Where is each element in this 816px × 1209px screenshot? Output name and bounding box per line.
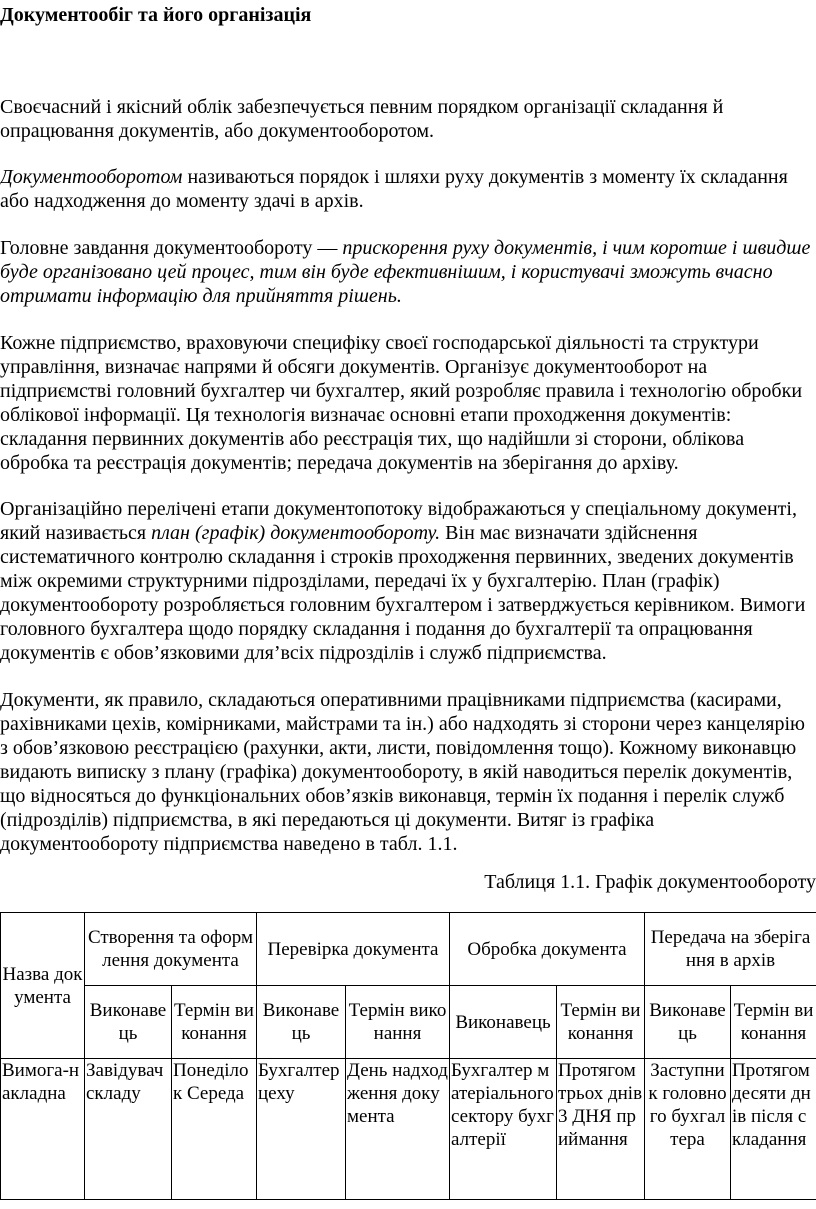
paragraph-5-lead: Організаційно перелічені етапи документопотоку відображаються у спеціальному документі, який називається <box>0 498 797 544</box>
paragraph-6: Документи, як правило, складаються оперативними працівниками підприємства (касирами, рахівниками цехів, комірниками, майстрами та ін.) або надходять зі сторони через канцелярію з обов’язковою реєстрацією (рахунки, акти, листи, повідомлення тощо). Кожному виконавцю видають виписку з плану (графіка) документообороту, в якій наводиться перелік документів, що відносяться до функціональних обов’язків виконавця, термін їх подання і перелік служб (підрозділів) підприємства, в які передаються ці документи. Витяг із графіка документообороту підприємства наведено в табл. 1.1. <box>0 689 805 855</box>
paragraph-3-lead: Головне завдання документообороту — <box>0 237 343 259</box>
table-row <box>1 1059 816 1200</box>
header-group-creation: Створення та оформлення документа <box>85 913 257 986</box>
header-term: Термін виконання <box>731 986 816 1059</box>
paragraph-2-text: називаються порядок і шляхи руху документів з моменту їх складання або надходження до моменту здачі в архів. <box>0 166 788 212</box>
header-executor: Виконавець <box>450 986 557 1059</box>
page-title: Документообіг та його організація <box>0 4 312 26</box>
cell-processing-term: Протягом трьох днів 3 ДНЯ приймання <box>557 1059 645 1200</box>
cell-archive-executor: Заступник головного бухгалтера <box>645 1059 731 1200</box>
cell-check-executor: Бухгалтер цеху <box>257 1059 346 1200</box>
header-group-processing: Обробка документа <box>450 913 645 986</box>
header-doc-name: Назва документа <box>1 913 85 1059</box>
table-caption: Таблиця 1.1. Графік документообороту <box>484 871 816 893</box>
cell-archive-term: Протягом десяти днів після складання <box>731 1059 816 1200</box>
paragraph-4: Кожне підприємство, враховуючи специфіку своєї господарської діяльності та структури управління, визначає напрями й обсяги документів. Організує документооборот на підприємстві головний бухгалтер чи бухгалтер, який розробляє правила і технологію обробки облікової інформації. Ця технологія визначає основні етапи проходження документів: складання первинних документів або реєстрація тих, що надійшли зі сторони, облікова обробка та реєстрація документів; передача документів на зберігання до архіву. <box>0 332 803 474</box>
cell-creation-executor: Завідувач складу <box>85 1059 172 1200</box>
term-document-flow: Документооборотом <box>0 166 183 188</box>
paragraph-5-emphasis: план (графік) документообороту. <box>151 522 441 544</box>
header-executor: Виконавець <box>85 986 172 1059</box>
table-header-row-1 <box>1 913 816 986</box>
header-term: Термін виконання <box>172 986 257 1059</box>
header-executor: Виконавець <box>257 986 346 1059</box>
paragraph-3-emphasis: прискорення руху документів, і чим коротше і швидше буде організовано цей процес, тим він буде ефективнішим, і користувачі зможуть вчасно отримати інформацію для прийняття рішень. <box>0 237 811 307</box>
paragraph-3 <box>0 236 816 308</box>
header-group-archive: Передача на зберігання в архів <box>645 913 816 986</box>
header-group-check: Перевірка документа <box>257 913 450 986</box>
cell-creation-term: Понеділок Середа <box>172 1059 257 1200</box>
paragraph-5-rest: Він має визначати здійснення систематичного контролю складання і строків проходження первинних, зведених документів між окремими структурними підрозділами, передачі їх у бухгалтерію. План (графік) документообороту розробляється головним бухгалтером і затверджується керівником. Вимоги головного бухгалтера щодо порядку складання і подання до бухгалтерії та опрацювання документів є обов’язковими для’всіх підрозділів і служб підприємства. <box>0 522 806 664</box>
cell-check-term: День надходження документа <box>346 1059 450 1200</box>
cell-doc-name: Вимога-накладна <box>1 1059 85 1200</box>
document-flow-table <box>0 912 816 1200</box>
header-executor: Виконавець <box>645 986 731 1059</box>
table-header-row-2 <box>1 986 816 1059</box>
cell-processing-executor: Бухгалтер матеріального сектору бухгалтерії <box>450 1059 557 1200</box>
paragraph-5 <box>0 497 816 665</box>
header-term: Термін виконання <box>346 986 450 1059</box>
paragraph-2 <box>0 165 816 213</box>
header-term: Термін виконання <box>557 986 645 1059</box>
paragraph-1: Своєчасний і якісний облік забезпечується певним порядком організації складання й опрацювання документів, або документооборотом. <box>0 96 724 142</box>
